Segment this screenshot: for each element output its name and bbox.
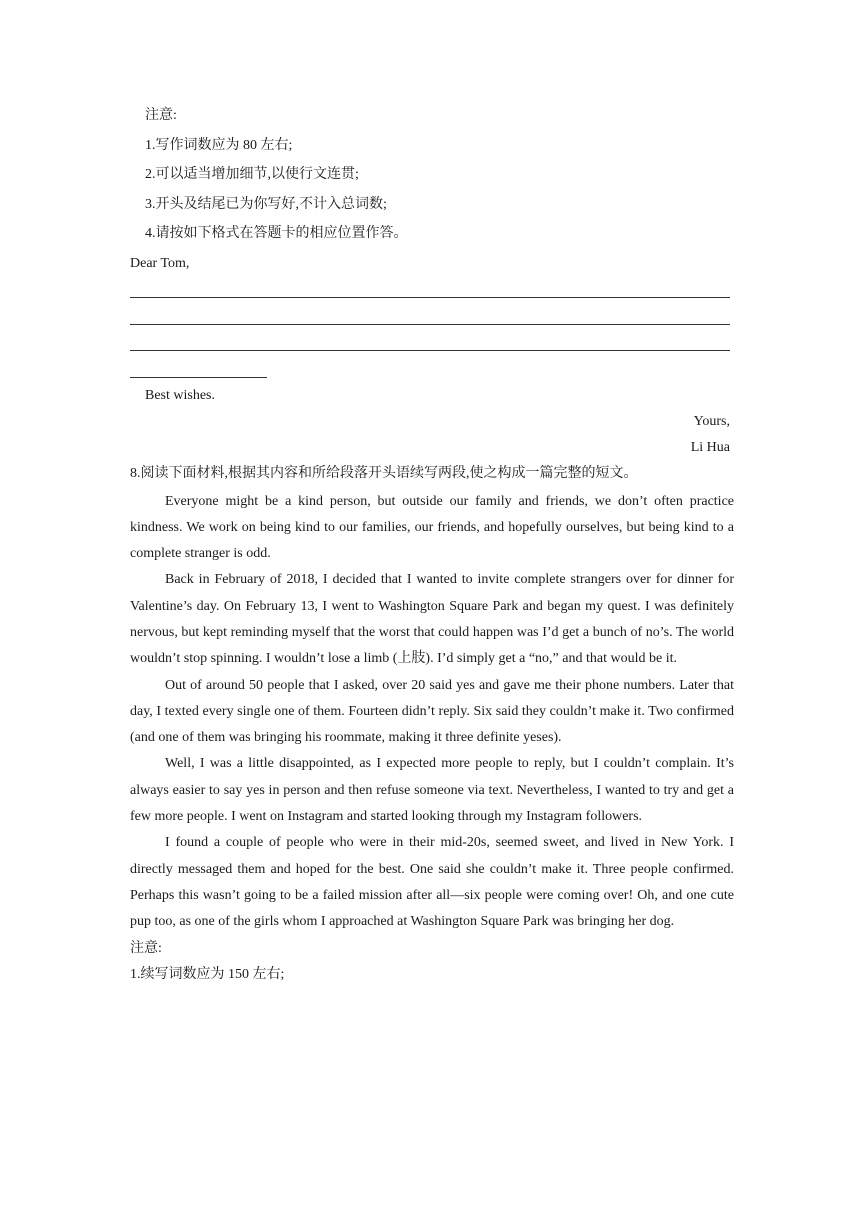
question-8-instruction: 8.阅读下面材料,根据其内容和所给段落开头语续写两段,使之构成一篇完整的短文。	[130, 465, 638, 481]
letter-greeting: Dear Tom,	[130, 255, 190, 271]
reading-passage	[130, 489, 734, 936]
passage-paragraph: Well, I was a little disappointed, as I expected more people to reply, but I couldn’t complain. It’s always easier to say yes in person and then refuse someone via text. Nevertheless, I wanted to try and get a few more people. I went on Instagram and started looking through my Instagram followers.	[130, 756, 734, 825]
answer-line	[130, 325, 730, 352]
answer-line	[130, 351, 267, 378]
note-item: 2.可以适当增加细节,以使行文连贯;	[145, 167, 359, 182]
writing-notes	[130, 101, 734, 249]
passage-paragraph: Everyone might be a kind person, but outside our family and friends, we don’t often practice kindness. We work on being kind to our families, our friends, and hopefully ourselves, but being kind to a complete stranger is odd.	[130, 493, 734, 562]
letter-yours: Yours,	[693, 413, 730, 429]
answer-lines	[130, 272, 734, 378]
passage-paragraph: Out of around 50 people that I asked, over 20 said yes and gave me their phone numbers. Later that day, I texted every single one of them. Fourteen didn’t reply. Six said they couldn’t make it. Two confirmed (and one of them was bringing his roommate, making it three definite yeses).	[130, 677, 734, 746]
letter-signature: Li Hua	[690, 439, 730, 455]
notes-heading: 注意:	[145, 108, 177, 123]
answer-line	[130, 298, 730, 325]
passage-paragraph: Back in February of 2018, I decided that I wanted to invite complete strangers over for dinner for Valentine’s day. On February 13, I went to Washington Square Park and began my quest. I was definitely nervous, but kept reminding myself that the worst that could happen was I’d get a bunch of no’s. The world wouldn’t stop spinning. I wouldn’t lose a limb (上肢). I’d simply get a “no,” and that would be it.	[130, 572, 734, 667]
answer-line	[130, 272, 730, 299]
note-item: 4.请按如下格式在答题卡的相应位置作答。	[145, 226, 408, 241]
notes-heading-2: 注意:	[130, 940, 162, 956]
note-item: 1.写作词数应为 80 左右;	[145, 137, 293, 153]
document-page	[130, 100, 734, 988]
passage-paragraph: I found a couple of people who were in their mid-20s, seemed sweet, and lived in New York. I directly messaged them and hoped for the best. One said she couldn’t make it. Three people confirmed. Perhaps this wasn’t going to be a failed mission after all—six people were coming over! Oh, and one cute pup too, as one of the girls whom I approached at Washington Square Park was bringing her dog.	[130, 835, 734, 930]
letter-closing: Best wishes.	[145, 387, 215, 403]
note-item: 3.开头及结尾已为你写好,不计入总词数;	[145, 196, 387, 212]
note-item-2: 1.续写词数应为 150 左右;	[130, 966, 285, 982]
